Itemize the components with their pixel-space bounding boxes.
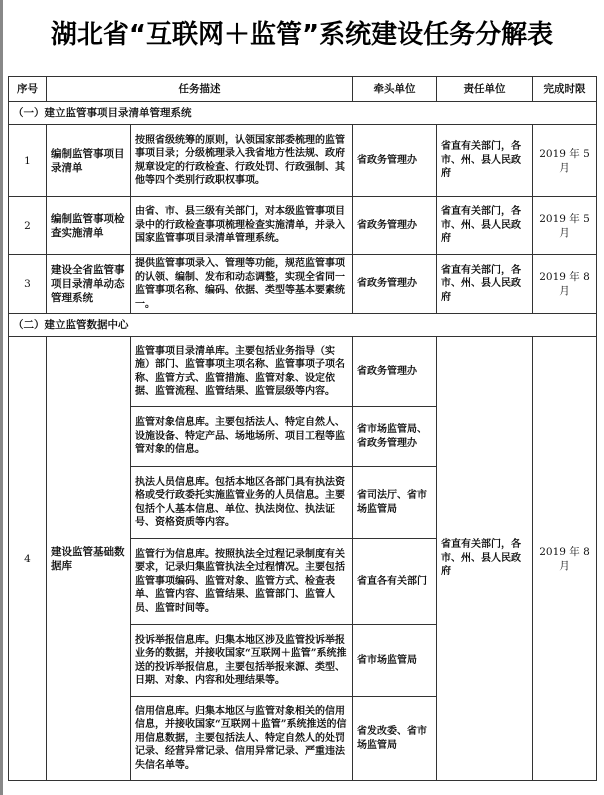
lead-unit: 省司法厅、省市场监管局 (353, 467, 437, 539)
resp-unit: 省直有关部门，各市、州、县人民政府 (437, 255, 533, 314)
task-table (8, 76, 597, 781)
task-desc: 提供监管事项录入、管理等功能，规范监管事项的认领、编制、发布和动态调整，实现全省同一监管事项名称、编码、依据、类型等基本要素统一。 (131, 255, 353, 314)
resp-unit: 省直有关部门，各市、州、县人民政府 (437, 337, 533, 781)
task-desc: 投诉举报信息库。归集本地区涉及监管投诉举报业务的数据，并接收国家“互联网＋监管”系统推送的投诉举报信息，主要包括举报来源、类型、日期、对象、内容和处理结果等。 (131, 625, 353, 697)
row-no: 2 (9, 197, 47, 255)
table-row (9, 125, 597, 197)
task-desc: 监管对象信息库。主要包括法人、特定自然人、设施设备、特定产品、场地场所、项目工程等监管对象的信息。 (131, 407, 353, 467)
task-desc: 按照省级统筹的原则，认领国家部委梳理的监管事项目录；分级梳理录入我省地方性法规、政府规章设定的行政检查、行政处罚、行政强制、其他等四个类别行政职权事项。 (131, 125, 353, 197)
row-no: 3 (9, 255, 47, 314)
deadline: 2019 年 8 月 (533, 255, 597, 314)
header-no: 序号 (9, 77, 47, 102)
task-name: 编制监管事项检查实施清单 (47, 197, 131, 255)
task-name: 建设全省监管事项目录清单动态管理系统 (47, 255, 131, 314)
row-no: 1 (9, 125, 47, 197)
section-row-1 (9, 102, 597, 125)
table-row (9, 197, 597, 255)
lead-unit: 省市场监管局 (353, 625, 437, 697)
deadline: 2019 年 8 月 (533, 337, 597, 781)
page-left-edge (0, 0, 3, 795)
resp-unit: 省直有关部门，各市、州、县人民政府 (437, 197, 533, 255)
table-row (9, 255, 597, 314)
task-desc: 信用信息库。归集本地区与监管对象相关的信用信息，并接收国家“互联网＋监管”系统推送的信用信息数据，主要包括法人、特定自然人的处罚记录、经营异常记录、信用异常记录、严重违法失信名单等。 (131, 697, 353, 781)
lead-unit: 省直各有关部门 (353, 539, 437, 625)
section-title-1: （一）建立监管事项目录清单管理系统 (9, 102, 597, 125)
lead-unit: 省政务管理办 (353, 125, 437, 197)
lead-unit: 省政务管理办 (353, 197, 437, 255)
page-title: 湖北省“互联网＋监管”系统建设任务分解表 (50, 20, 554, 50)
task-desc: 监管行为信息库。按照执法全过程记录制度有关要求，记录归集监管执法全过程情况。主要包括监管事项编码、监管对象、监管方式、检查表单、监管内容、监管结果、监管部门、监管人员、监管时间等。 (131, 539, 353, 625)
row-no: 4 (9, 337, 47, 781)
deadline: 2019 年 5 月 (533, 197, 597, 255)
deadline: 2019 年 5 月 (533, 125, 597, 197)
lead-unit: 省政务管理办 (353, 255, 437, 314)
resp-unit: 省直有关部门，各市、州、县人民政府 (437, 125, 533, 197)
section-row-2 (9, 314, 597, 337)
task-desc: 由省、市、县三级有关部门，对本级监管事项目录中的行政检查事项梳理检查实施清单，并录入国家监管事项目录清单管理系统。 (131, 197, 353, 255)
header-resp: 责任单位 (437, 77, 533, 102)
task-name: 编制监管事项目录清单 (47, 125, 131, 197)
table-row (9, 337, 597, 407)
table-header-row (9, 77, 597, 102)
task-desc: 执法人员信息库。包括本地区各部门具有执法资格或受行政委托实施监管业务的人员信息。主要包括个人基本信息、单位、执法岗位、执法证号、资格资质等内容。 (131, 467, 353, 539)
header-task: 任务描述 (47, 77, 353, 102)
task-name: 建设监管基础数据库 (47, 337, 131, 781)
lead-unit: 省市场监管局、省政务管理办 (353, 407, 437, 467)
lead-unit: 省发改委、省市场监管局 (353, 697, 437, 781)
header-lead: 牵头单位 (353, 77, 437, 102)
section-title-2: （二）建立监管数据中心 (9, 314, 597, 337)
header-date: 完成时限 (533, 77, 597, 102)
task-desc: 监管事项目录清单库。主要包括业务指导（实施）部门、监管事项主项名称、监管事项子项名称、监管方式、监管措施、监管对象、设定依据、监管流程、监管结果、监管层级等内容。 (131, 337, 353, 407)
lead-unit: 省政务管理办 (353, 337, 437, 407)
